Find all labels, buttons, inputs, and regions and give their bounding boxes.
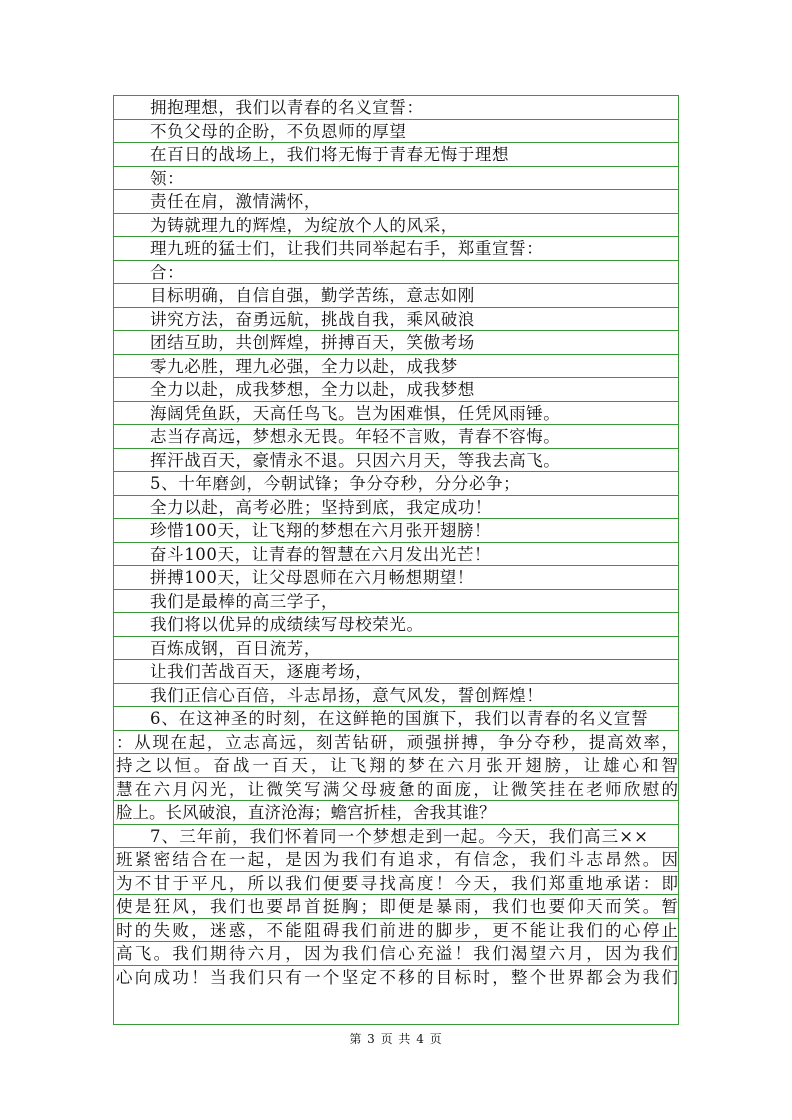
page-footer: 第 3 页 共 4 页 xyxy=(349,1032,443,1046)
text-line: 使是狂风，我们也要昂首挺胸；即便是暴雨，我们也要仰天而笑。暂 xyxy=(116,897,678,916)
text-line: 6、在这神圣的时刻，在这鲜艳的国旗下，我们以青春的名义宣誓 xyxy=(150,709,649,728)
text-line: 团结互助，共创辉煌，拼搏百天，笑傲考场 xyxy=(150,333,475,352)
text-line: 理九班的猛士们，让我们共同举起右手，郑重宣誓： xyxy=(150,239,544,258)
text-line: 让我们苦战百天，逐鹿考场， xyxy=(150,662,373,681)
text-line: 拼搏100天，让父母恩师在六月畅想期望！ xyxy=(150,568,474,587)
text-line: 慧在六月闪光，让微笑写满父母疲惫的面庞，让微笑挂在老师欣慰的 xyxy=(116,779,678,799)
text-line: 目标明确，自信自强，勤学苦练，意志如刚 xyxy=(150,286,475,305)
text-line: 领： xyxy=(150,168,185,188)
text-line: 合： xyxy=(150,262,185,282)
text-line: 全力以赴，成我梦想，全力以赴，成我梦想 xyxy=(150,380,475,399)
text-line: 零九必胜，理九必强，全力以赴，成我梦 xyxy=(150,356,458,376)
text-line: 5、十年磨剑，今朝试锋；争分夺秒，分分必争； xyxy=(150,474,521,493)
text-line: 责任在肩，激情满怀， xyxy=(150,192,321,211)
text-line: 高飞。我们期待六月，因为我们信心充溢！我们渴望六月，因为我们 xyxy=(116,944,678,963)
text-line: 心向成功！当我们只有一个坚定不移的目标时，整个世界都会为我们 xyxy=(116,967,678,987)
text-line: 我们正信心百倍，斗志昂扬，意气风发，誓创辉煌！ xyxy=(150,685,544,705)
text-line: 我们是最棒的高三学子， xyxy=(150,591,339,611)
text-line: 为铸就理九的辉煌，为绽放个人的风采， xyxy=(150,215,458,235)
row-divider xyxy=(113,166,679,190)
text-line: 全力以赴，高考必胜；坚持到底，我定成功！ xyxy=(150,497,492,517)
text-line: 7、三年前，我们怀着同一个梦想走到一起。今天，我们高三×× xyxy=(150,826,650,846)
text-line: 不负父母的企盼，不负恩师的厚望 xyxy=(150,121,407,141)
text-line: 脸上。长风破浪，直济沧海；蟾宫折桂，舍我其谁？ xyxy=(116,803,496,822)
text-line: 我们将以优异的成绩续写母校荣光。 xyxy=(150,615,424,634)
text-line: 在百日的战场上，我们将无悔于青春无悔于理想 xyxy=(150,145,510,164)
text-line: 志当存高远，梦想永无畏。年轻不言败，青春不容悔。 xyxy=(150,427,561,446)
text-line: 海阔凭鱼跃，天高任鸟飞。岂为困难惧，任凭风雨锤。 xyxy=(150,403,561,423)
text-line: 挥汗战百天，豪情永不退。只因六月天，等我去高飞。 xyxy=(150,450,561,470)
text-line: 时的失败，迷惑，不能阻碍我们前进的脚步，更不能让我们的心停止 xyxy=(116,920,678,940)
text-line: 讲究方法，奋勇远航，挑战自我，乘风破浪 xyxy=(150,309,475,329)
text-line: 百炼成钢，百日流芳， xyxy=(150,638,321,658)
text-line: 奋斗100天，让青春的智慧在六月发出光芒！ xyxy=(150,544,492,564)
text-line: 珍惜100天，让飞翔的梦想在六月张开翅膀！ xyxy=(150,521,492,540)
text-line: ：从现在起，立志高远，刻苦钻研，顽强拼搏，争分夺秒，提高效率， xyxy=(116,732,678,752)
text-line: 持之以恒。奋战一百天，让飞翔的梦在六月张开翅膀，让雄心和智 xyxy=(116,756,678,775)
text-line: 拥抱理想，我们以青春的名义宣誓： xyxy=(150,98,424,117)
text-line: 班紧密结合在一起，是因为我们有追求，有信念，我们斗志昂然。因 xyxy=(116,850,678,869)
text-line: 为不甘于平凡，所以我们便要寻找高度！今天，我们郑重地承诺：即 xyxy=(116,873,678,893)
row-divider xyxy=(113,260,679,284)
